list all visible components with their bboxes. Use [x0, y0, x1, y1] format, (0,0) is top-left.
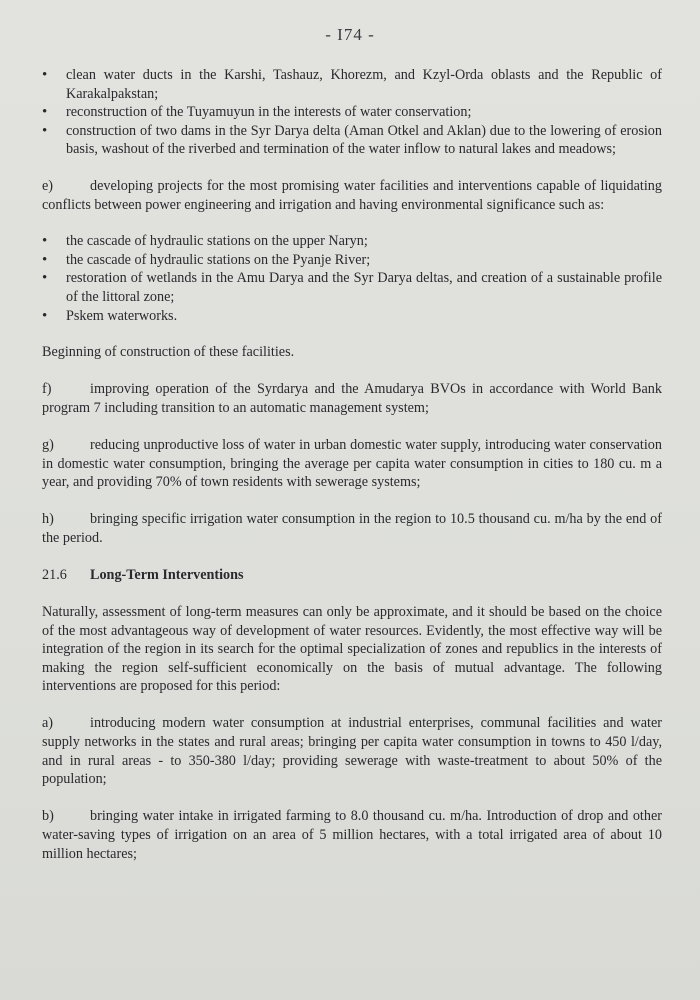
list-item: • clean water ducts in the Karshi, Tashauz, Khorezm, and Kzyl-Orda oblasts and the Republic of Karakalpakstan; [42, 66, 662, 103]
list-item: • restoration of wetlands in the Amu Darya and the Syr Darya deltas, and creation of a sustainable profile of the littoral zone; [42, 269, 662, 306]
paragraph-marker: e) [42, 177, 54, 194]
list-item: • construction of two dams in the Syr Darya delta (Aman Otkel and Aklan) due to the lowering of erosion basis, washout of the riverbed and termination of the water inflow to natural lakes and meadows; [42, 122, 662, 159]
page-body [42, 66, 662, 863]
page-number: - I74 - [325, 25, 375, 44]
section-number: 21.6 [42, 566, 67, 583]
bullet-list-water-facilities [42, 66, 662, 159]
paragraph-marker: b) [42, 808, 54, 825]
section-intro: Naturally, assessment of long-term measures can only be approximate, and it should be based on the choice of the most advantageous way of development of water resources. Evidently, the most effective way will be integration of the region in its search for the optimal specialization of zones and republics in the interests of making the region self-sufficient economically on the basis of mutual advantage. The following interventions are proposed for this period: [42, 603, 662, 695]
section-title: Long-Term Interventions [90, 566, 244, 583]
paragraph-text: developing projects for the most promising water facilities and interventions capable of liquidating conflicts between power engineering and irrigation and having environmental significance such as: [42, 177, 662, 213]
paragraph-f [42, 380, 662, 417]
paragraph-g [42, 436, 662, 492]
list-item: • Pskem waterworks. [42, 307, 662, 326]
construction-note: Beginning of construction of these facilities. [42, 344, 295, 361]
paragraph-a [42, 714, 662, 788]
paragraph-b [42, 807, 662, 863]
list-item: • reconstruction of the Tuyamuyun in the interests of water conservation; [42, 103, 662, 122]
paragraph-h [42, 510, 662, 547]
paragraph-marker: f) [42, 381, 52, 398]
paragraph-text: bringing specific irrigation water consumption in the region to 10.5 thousand cu. m/ha by the end of the period. [42, 511, 662, 546]
bullet-list-projects [42, 232, 662, 325]
paragraph-text: improving operation of the Syrdarya and the Amudarya BVOs in accordance with World Bank program 7 including transition to an automatic management system; [42, 381, 662, 416]
paragraph-marker: h) [42, 511, 54, 528]
list-item: • the cascade of hydraulic stations on the Pyanje River; [42, 251, 662, 270]
paragraph-marker: g) [42, 436, 54, 453]
paragraph-text: introducing modern water consumption at industrial enterprises, communal facilities and water supply networks in the states and rural areas; bringing per capita water consumption in towns to 450 l/day, and in rural areas - to 350-380 l/day; providing sewerage with waste-treatment to about 50% of the population; [42, 715, 662, 788]
list-item: • the cascade of hydraulic stations on the upper Naryn; [42, 232, 662, 251]
section-heading [42, 566, 662, 585]
paragraph-e [42, 177, 662, 214]
paragraph-text: reducing unproductive loss of water in urban domestic water supply, introducing water conservation in domestic water consumption, bringing the average per capita water consumption in cities to 180 cu. m a year, and providing 70% of town residents with sewerage systems; [42, 436, 662, 491]
paragraph-marker: a) [42, 715, 54, 732]
paragraph-text: bringing water intake in irrigated farming to 8.0 thousand cu. m/ha. Introduction of drop and other water-saving types of irrigation on an area of 5 million hectares, with a total irrigated area of about 10 million hectares; [42, 808, 662, 862]
